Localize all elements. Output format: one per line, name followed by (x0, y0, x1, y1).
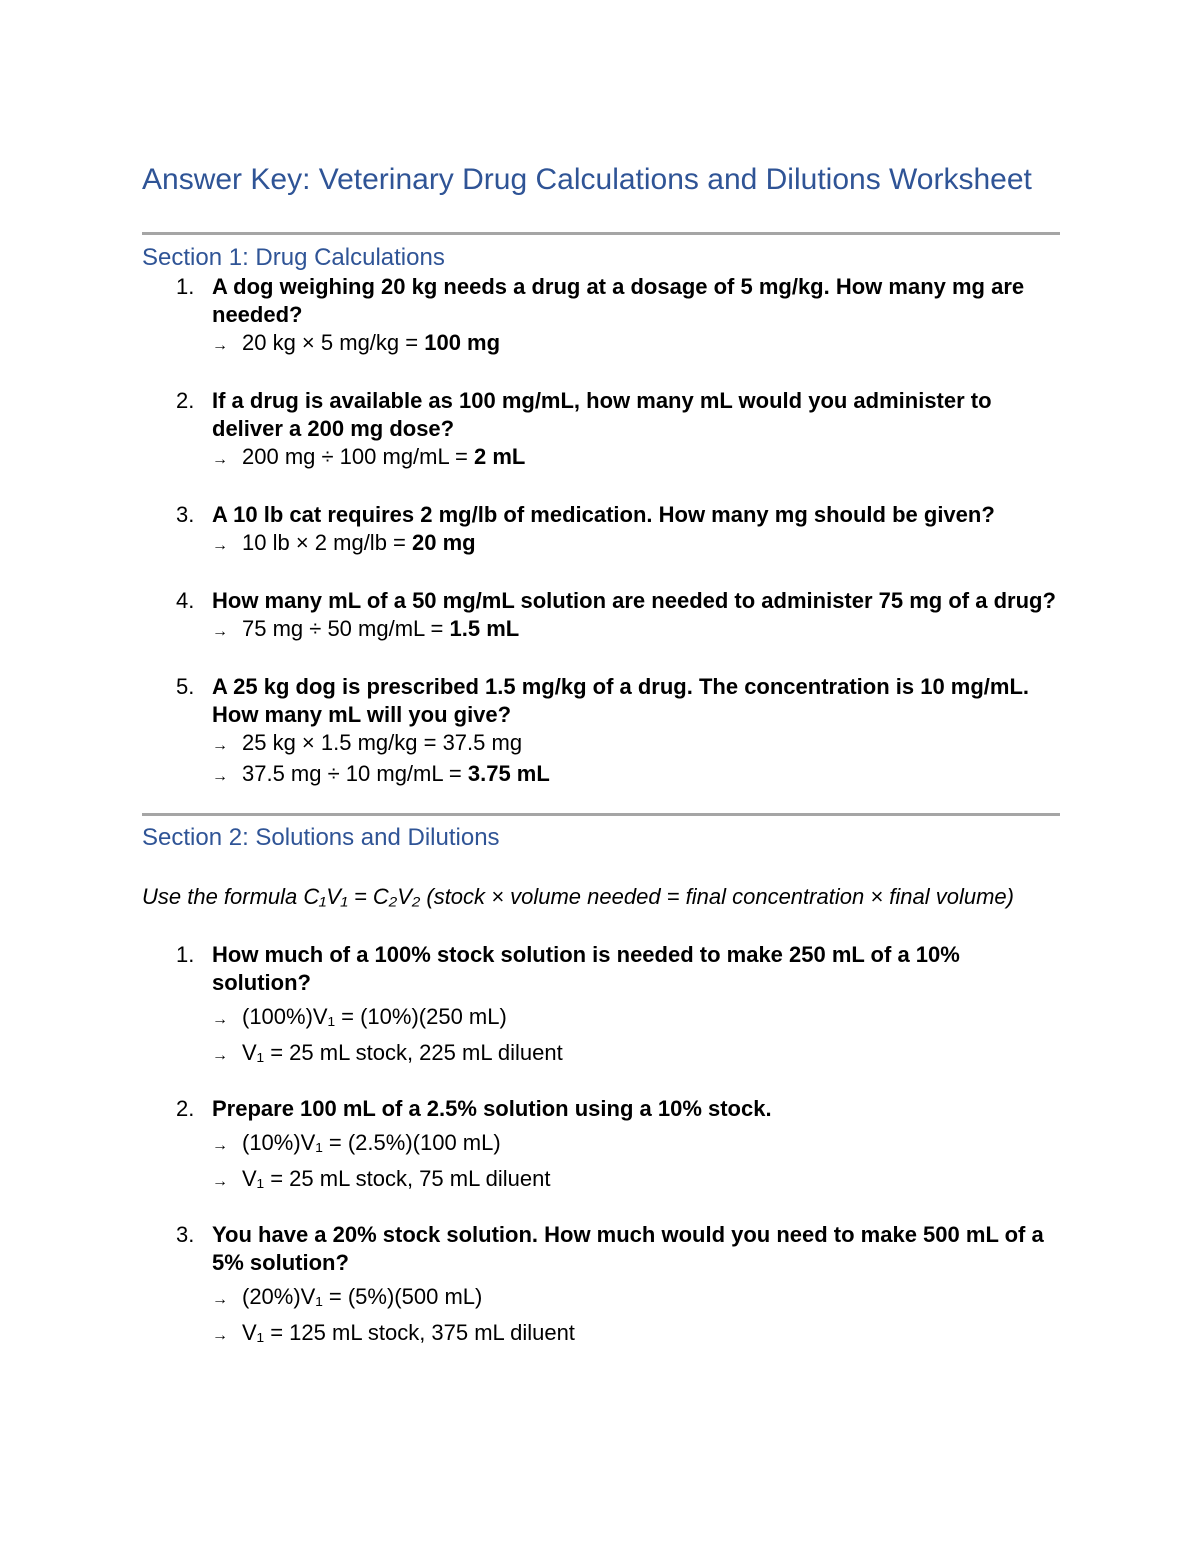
arrow-icon: → (212, 451, 228, 468)
question-text: A 10 lb cat requires 2 mg/lb of medication. How many mg should be given? (212, 502, 995, 527)
step-text: 75 mg ÷ 50 mg/mL = (242, 616, 450, 641)
question-text: You have a 20% stock solution. How much would you need to make 500 mL of a 5% solution? (212, 1222, 1044, 1275)
question-text: How many mL of a 50 mg/mL solution are needed to administer 75 mg of a drug? (212, 588, 1056, 613)
final-answer: 3.75 mL (467, 761, 550, 786)
arrow-icon: → (212, 737, 228, 754)
question-number: 5. (176, 674, 195, 699)
formula-instruction: Use the formula C₁V₁ = C₂V₂ (stock × volume needed = final concentration × final volume) (142, 884, 1014, 909)
question-item (142, 1095, 1060, 1198)
question-number: 2. (176, 388, 195, 413)
arrow-icon: → (212, 768, 228, 785)
final-answer: 100 mg (424, 330, 501, 355)
step-text: (100%)V₁ = (10%)(250 mL) (242, 1004, 507, 1029)
step-text: (10%)V₁ = (2.5%)(100 mL) (242, 1130, 501, 1155)
step-text: V₁ = 125 mL stock, 375 mL diluent (242, 1320, 575, 1345)
question-text: How much of a 100% stock solution is needed to make 250 mL of a 10% solution? (212, 942, 960, 995)
arrow-icon: → (212, 1047, 228, 1064)
question-text: A dog weighing 20 kg needs a drug at a dosage of 5 mg/kg. How many mg are needed? (212, 274, 1025, 327)
question-number: 3. (176, 1222, 195, 1247)
step-text: V₁ = 25 mL stock, 75 mL diluent (242, 1166, 551, 1191)
question-number: 4. (176, 588, 195, 613)
step-text: 200 mg ÷ 100 mg/mL = (242, 444, 474, 469)
question-item (142, 587, 1060, 646)
step-text: 37.5 mg ÷ 10 mg/mL = (242, 761, 468, 786)
question-item (142, 387, 1060, 474)
answer-step (212, 1000, 1060, 1036)
answer-step (212, 443, 1060, 474)
arrow-icon: → (212, 1173, 228, 1190)
question-item (142, 673, 1060, 791)
question-item (142, 941, 1060, 1072)
document-page (142, 160, 1060, 1352)
answer-step (212, 729, 1060, 760)
step-text: 20 kg × 5 mg/kg = (242, 330, 425, 355)
final-answer: 1.5 mL (449, 616, 520, 641)
step-text: 25 kg × 1.5 mg/kg = 37.5 mg (242, 730, 523, 755)
arrow-icon: → (212, 1327, 228, 1344)
question-item (142, 1221, 1060, 1352)
question-number: 3. (176, 502, 195, 527)
answer-step (212, 529, 1060, 560)
arrow-icon: → (212, 537, 228, 554)
final-answer: 2 mL (474, 444, 526, 469)
answer-step (212, 1280, 1060, 1316)
answer-step (212, 1036, 1060, 1072)
question-text: Prepare 100 mL of a 2.5% solution using a 10% stock. (212, 1096, 772, 1121)
answer-step (212, 1316, 1060, 1352)
question-number: 1. (176, 274, 195, 299)
arrow-icon: → (212, 1291, 228, 1308)
question-item (142, 501, 1060, 560)
document-title: Answer Key: Veterinary Drug Calculations and Dilutions Worksheet (142, 163, 1032, 196)
arrow-icon: → (212, 337, 228, 354)
answer-step (212, 1162, 1060, 1198)
answer-step (212, 1126, 1060, 1162)
step-text: 10 lb × 2 mg/lb = (242, 530, 412, 555)
section-1-question-list (142, 273, 1060, 791)
answer-step (212, 760, 1060, 791)
question-text: If a drug is available as 100 mg/mL, how many mL would you administer to deliver a 200 mg dose? (212, 388, 992, 441)
step-text: V₁ = 25 mL stock, 225 mL diluent (242, 1040, 563, 1065)
question-number: 1. (176, 942, 195, 967)
final-answer: 20 mg (412, 530, 476, 555)
arrow-icon: → (212, 623, 228, 640)
arrow-icon: → (212, 1137, 228, 1154)
question-item (142, 273, 1060, 360)
answer-step (212, 329, 1060, 360)
section-1-heading: Section 1: Drug Calculations (142, 244, 445, 271)
arrow-icon: → (212, 1011, 228, 1028)
question-number: 2. (176, 1096, 195, 1121)
answer-step (212, 615, 1060, 646)
section-2-heading: Section 2: Solutions and Dilutions (142, 824, 500, 851)
section-2-question-list (142, 941, 1060, 1352)
step-text: (20%)V₁ = (5%)(500 mL) (242, 1284, 483, 1309)
question-text: A 25 kg dog is prescribed 1.5 mg/kg of a drug. The concentration is 10 mg/mL. How many mL will you give? (212, 674, 1030, 727)
